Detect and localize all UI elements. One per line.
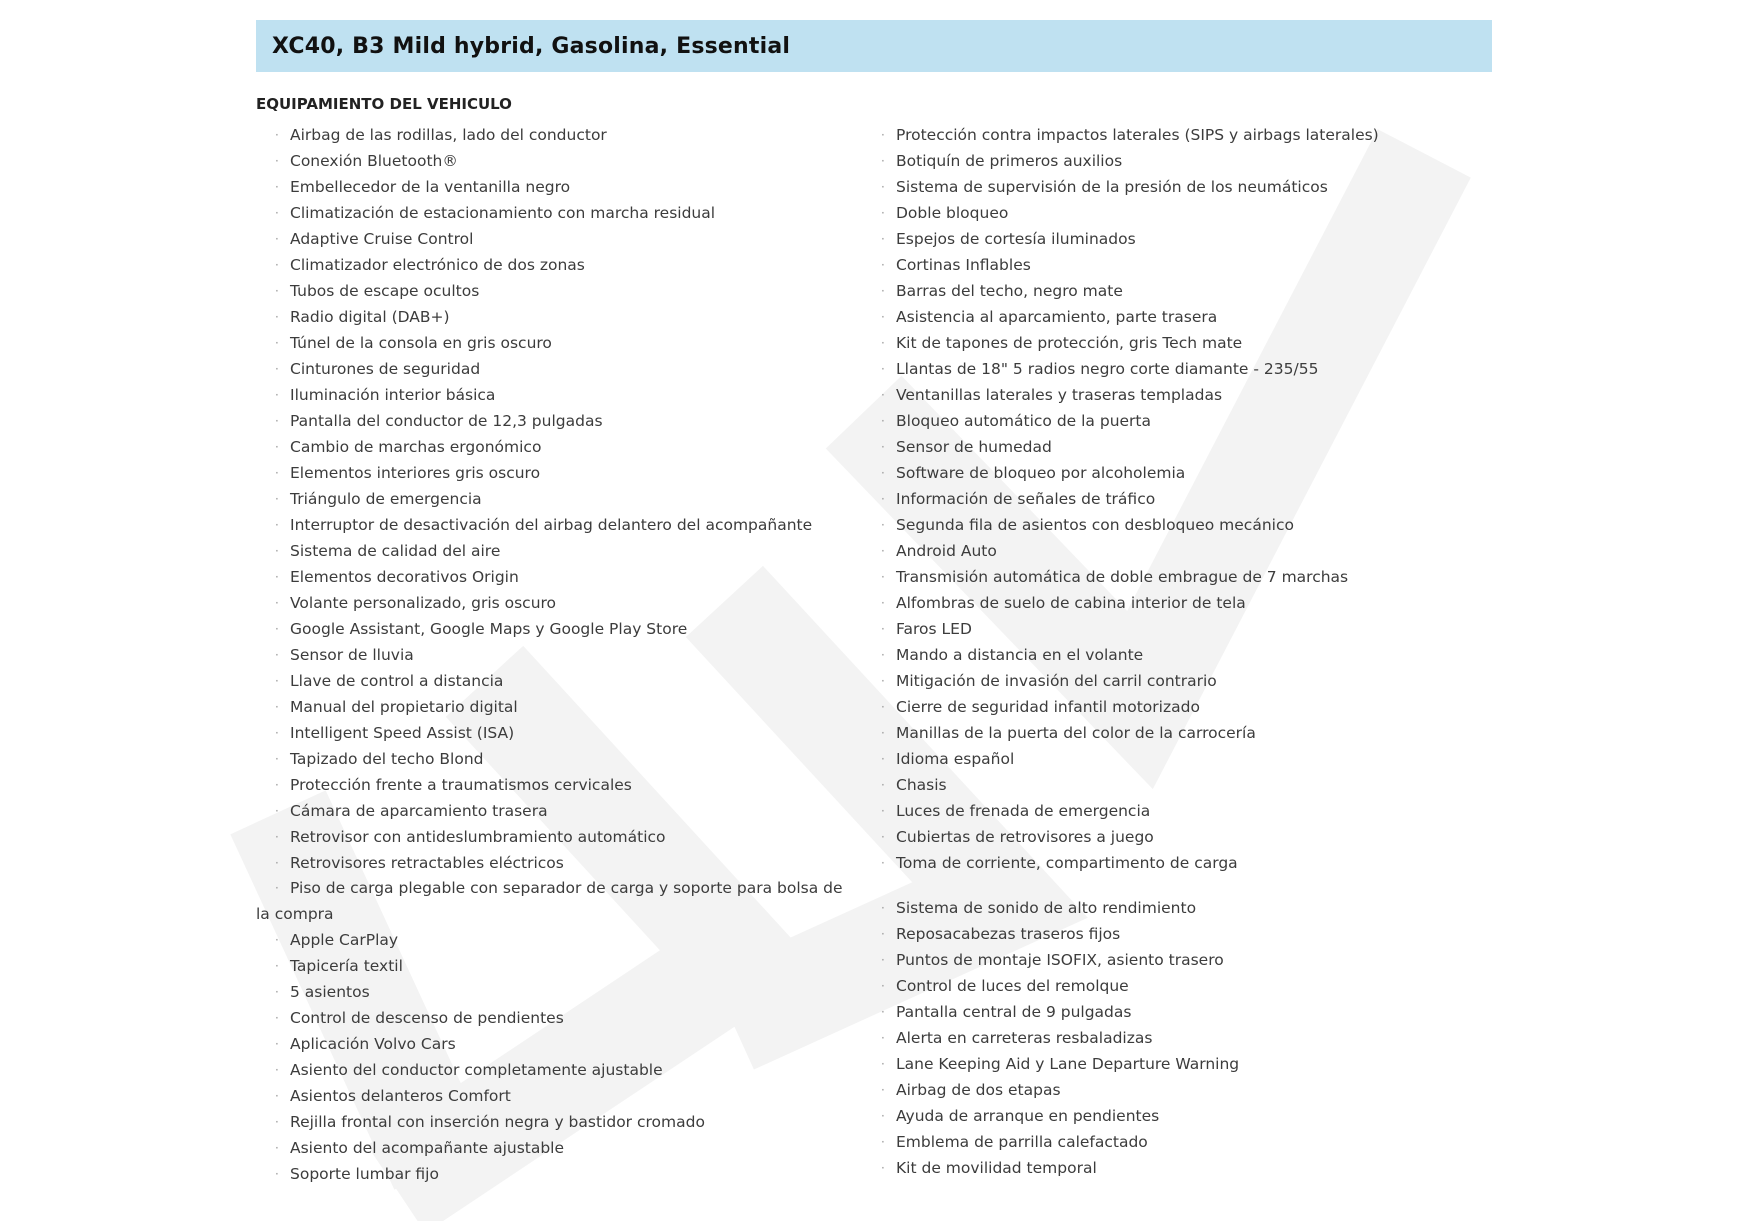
equipment-item (862, 1129, 1492, 1155)
bullet-dot-icon: · (881, 154, 885, 168)
equipment-item (256, 1135, 856, 1161)
equipment-item-label: Control de descenso de pendientes (290, 1009, 564, 1027)
equipment-item-label: Android Auto (896, 542, 997, 560)
equipment-item-label: Triángulo de emergencia (290, 490, 482, 508)
equipment-item-label: Control de luces del remolque (896, 977, 1129, 995)
bullet-dot-icon: · (275, 1011, 279, 1025)
equipment-item (256, 174, 856, 200)
bullet-dot-icon: · (275, 1141, 279, 1155)
bullet-dot-icon: · (275, 336, 279, 350)
bullet-dot-icon: · (881, 830, 885, 844)
equipment-item (256, 1161, 856, 1187)
equipment-item-label: Llantas de 18" 5 radios negro corte diamante - 235/55 (896, 360, 1319, 378)
bullet-dot-icon: · (275, 1089, 279, 1103)
equipment-item (256, 148, 856, 174)
equipment-item-label: Asiento del conductor completamente ajustable (290, 1061, 663, 1079)
equipment-item (862, 746, 1492, 772)
bullet-dot-icon: · (881, 1031, 885, 1045)
equipment-item (862, 434, 1492, 460)
bullet-dot-icon: · (881, 310, 885, 324)
equipment-item (862, 876, 1492, 895)
equipment-item (256, 772, 856, 798)
equipment-item (256, 668, 856, 694)
equipment-item-label: Tapizado del techo Blond (290, 750, 484, 768)
bullet-dot-icon: · (881, 726, 885, 740)
bullet-dot-icon: · (881, 336, 885, 350)
equipment-item-label: Alfombras de suelo de cabina interior de tela (896, 594, 1246, 612)
equipment-item-label: Cierre de seguridad infantil motorizado (896, 698, 1200, 716)
bullet-dot-icon: · (275, 232, 279, 246)
bullet-dot-icon: · (275, 440, 279, 454)
equipment-item (862, 616, 1492, 642)
equipment-item (862, 947, 1492, 973)
equipment-item (256, 304, 856, 330)
equipment-item (256, 824, 856, 850)
equipment-item (862, 122, 1492, 148)
equipment-item (862, 408, 1492, 434)
bullet-dot-icon: · (275, 258, 279, 272)
bullet-dot-icon: · (275, 674, 279, 688)
equipment-item (862, 895, 1492, 921)
bullet-dot-icon: · (275, 596, 279, 610)
equipment-item-label: Cámara de aparcamiento trasera (290, 802, 548, 820)
bullet-dot-icon: · (881, 284, 885, 298)
equipment-item (862, 330, 1492, 356)
equipment-item (256, 460, 856, 486)
equipment-item (862, 999, 1492, 1025)
bullet-dot-icon: · (275, 128, 279, 142)
bullet-dot-icon: · (275, 648, 279, 662)
equipment-item-label: Airbag de las rodillas, lado del conductor (290, 126, 607, 144)
equipment-item (862, 356, 1492, 382)
equipment-item (862, 973, 1492, 999)
equipment-item (256, 616, 856, 642)
equipment-item-label: Asiento del acompañante ajustable (290, 1139, 565, 1157)
equipment-item-label: Elementos decorativos Origin (290, 568, 519, 586)
section-title: EQUIPAMIENTO DEL VEHICULO (256, 95, 512, 113)
bullet-dot-icon: · (881, 596, 885, 610)
equipment-item-label: Retrovisor con antideslumbramiento automático (290, 828, 666, 846)
equipment-item-label: Elementos interiores gris oscuro (290, 464, 541, 482)
equipment-item-label: Conexión Bluetooth® (290, 152, 458, 170)
equipment-item (256, 590, 856, 616)
equipment-item (862, 304, 1492, 330)
bullet-dot-icon: · (881, 648, 885, 662)
equipment-item-label: Bloqueo automático de la puerta (896, 412, 1152, 430)
bullet-dot-icon: · (275, 466, 279, 480)
equipment-item (862, 668, 1492, 694)
equipment-item (862, 278, 1492, 304)
equipment-item (862, 252, 1492, 278)
equipment-list-right (862, 122, 1492, 1181)
equipment-item (862, 1103, 1492, 1129)
equipment-item (256, 798, 856, 824)
bullet-dot-icon: · (275, 1037, 279, 1051)
bullet-dot-icon: · (275, 881, 279, 895)
equipment-item-label: Cubiertas de retrovisores a juego (896, 828, 1154, 846)
page-title: XC40, B3 Mild hybrid, Gasolina, Essential (272, 33, 791, 59)
equipment-item-label: Segunda fila de asientos con desbloqueo mecánico (896, 516, 1294, 534)
equipment-item (256, 979, 856, 1005)
bullet-dot-icon: · (275, 492, 279, 506)
equipment-item (256, 434, 856, 460)
equipment-item-label: Ayuda de arranque en pendientes (896, 1107, 1160, 1125)
bullet-dot-icon: · (275, 310, 279, 324)
equipment-item (256, 876, 856, 927)
equipment-item (256, 512, 856, 538)
equipment-item-label: Manual del propietario digital (290, 698, 518, 716)
bullet-dot-icon: · (275, 804, 279, 818)
equipment-item-label: Toma de corriente, compartimento de carga (896, 854, 1238, 872)
equipment-item-label: Mitigación de invasión del carril contrario (896, 672, 1217, 690)
equipment-item-label: Sistema de sonido de alto rendimiento (896, 899, 1197, 917)
equipment-item (862, 486, 1492, 512)
equipment-item-label: Tubos de escape ocultos (290, 282, 480, 300)
bullet-dot-icon: · (881, 778, 885, 792)
equipment-item (862, 538, 1492, 564)
bullet-dot-icon: · (881, 518, 885, 532)
equipment-item (862, 921, 1492, 947)
bullet-dot-icon: · (881, 570, 885, 584)
bullet-dot-icon: · (881, 953, 885, 967)
equipment-item-label: Protección frente a traumatismos cervicales (290, 776, 632, 794)
equipment-item-label: Kit de movilidad temporal (896, 1159, 1097, 1177)
equipment-item-label: Idioma español (896, 750, 1015, 768)
equipment-item-label: Emblema de parrilla calefactado (896, 1133, 1148, 1151)
equipment-item-label: Manillas de la puerta del color de la carrocería (896, 724, 1256, 742)
equipment-item (256, 330, 856, 356)
bullet-dot-icon: · (881, 1005, 885, 1019)
equipment-item (256, 1083, 856, 1109)
bullet-dot-icon: · (881, 206, 885, 220)
bullet-dot-icon: · (881, 362, 885, 376)
equipment-item-label: Intelligent Speed Assist (ISA) (290, 724, 515, 742)
bullet-dot-icon: · (881, 180, 885, 194)
bullet-dot-icon: · (275, 154, 279, 168)
spec-sheet (256, 20, 1492, 1183)
bullet-dot-icon: · (881, 1083, 885, 1097)
bullet-dot-icon: · (881, 1135, 885, 1149)
equipment-item-label: Rejilla frontal con inserción negra y bastidor cromado (290, 1113, 705, 1131)
equipment-item-label: Cinturones de seguridad (290, 360, 481, 378)
equipment-item-label: Sistema de supervisión de la presión de los neumáticos (896, 178, 1328, 196)
bullet-dot-icon: · (881, 927, 885, 941)
equipment-item-label: Alerta en carreteras resbaladizas (896, 1029, 1153, 1047)
equipment-item-label: Ventanillas laterales y traseras templadas (896, 386, 1223, 404)
equipment-item (256, 278, 856, 304)
bullet-dot-icon: · (881, 466, 885, 480)
equipment-item (862, 1051, 1492, 1077)
equipment-item-label: Reposacabezas traseros fijos (896, 925, 1121, 943)
equipment-item (862, 850, 1492, 876)
equipment-item-label: Asistencia al aparcamiento, parte trasera (896, 308, 1218, 326)
bullet-dot-icon: · (881, 232, 885, 246)
equipment-item (256, 252, 856, 278)
equipment-item (256, 122, 856, 148)
equipment-item (862, 460, 1492, 486)
equipment-item-label: Asientos delanteros Comfort (290, 1087, 511, 1105)
equipment-item-label: Volante personalizado, gris oscuro (290, 594, 557, 612)
header-bar (256, 20, 1492, 72)
bullet-dot-icon: · (881, 901, 885, 915)
equipment-item-label: Cambio de marchas ergonómico (290, 438, 542, 456)
equipment-item (256, 1057, 856, 1083)
equipment-item-label: Embellecedor de la ventanilla negro (290, 178, 571, 196)
equipment-item (256, 1109, 856, 1135)
equipment-item-label: Airbag de dos etapas (896, 1081, 1061, 1099)
equipment-item (862, 200, 1492, 226)
equipment-item-label: Software de bloqueo por alcoholemia (896, 464, 1186, 482)
equipment-item-label: Cortinas Inflables (896, 256, 1031, 274)
bullet-dot-icon: · (881, 856, 885, 870)
equipment-item (256, 382, 856, 408)
equipment-item-label: Información de señales de tráfico (896, 490, 1156, 508)
bullet-dot-icon: · (881, 804, 885, 818)
bullet-dot-icon: · (881, 388, 885, 402)
equipment-item-label: Protección contra impactos laterales (SIPS y airbags laterales) (896, 126, 1379, 144)
equipment-item-label: Lane Keeping Aid y Lane Departure Warning (896, 1055, 1240, 1073)
equipment-item (256, 746, 856, 772)
equipment-item (862, 1025, 1492, 1051)
bullet-dot-icon: · (881, 1109, 885, 1123)
bullet-dot-icon: · (275, 985, 279, 999)
equipment-item (256, 356, 856, 382)
equipment-item (862, 720, 1492, 746)
bullet-dot-icon: · (881, 440, 885, 454)
equipment-item (862, 694, 1492, 720)
equipment-item (862, 590, 1492, 616)
bullet-dot-icon: · (275, 1167, 279, 1181)
bullet-dot-icon: · (275, 544, 279, 558)
equipment-list-left (256, 122, 856, 1187)
equipment-item (862, 1155, 1492, 1181)
bullet-dot-icon: · (275, 414, 279, 428)
equipment-item-label: Túnel de la consola en gris oscuro (290, 334, 552, 352)
equipment-item-label: Aplicación Volvo Cars (290, 1035, 456, 1053)
bullet-dot-icon: · (275, 700, 279, 714)
bullet-dot-icon: · (275, 830, 279, 844)
equipment-item (256, 538, 856, 564)
equipment-item (256, 1031, 856, 1057)
equipment-item-label: Luces de frenada de emergencia (896, 802, 1151, 820)
equipment-item-label: Interruptor de desactivación del airbag delantero del acompañante (290, 516, 813, 534)
bullet-dot-icon: · (275, 206, 279, 220)
equipment-item (256, 408, 856, 434)
bullet-dot-icon: · (275, 1063, 279, 1077)
equipment-item (256, 486, 856, 512)
equipment-item-label: Iluminación interior básica (290, 386, 496, 404)
equipment-item-label: Adaptive Cruise Control (290, 230, 474, 248)
equipment-item-label: Pantalla del conductor de 12,3 pulgadas (290, 412, 603, 430)
equipment-item-label: Espejos de cortesía iluminados (896, 230, 1136, 248)
bullet-dot-icon: · (881, 414, 885, 428)
bullet-dot-icon: · (881, 622, 885, 636)
bullet-dot-icon: · (881, 1161, 885, 1175)
bullet-dot-icon: · (881, 128, 885, 142)
equipment-item (256, 953, 856, 979)
bullet-dot-icon: · (275, 933, 279, 947)
bullet-dot-icon: · (881, 979, 885, 993)
equipment-item-label: Piso de carga plegable con separador de carga y soporte para bolsa de la compra (256, 879, 843, 923)
equipment-item-label: Mando a distancia en el volante (896, 646, 1144, 664)
equipment-item (862, 226, 1492, 252)
bullet-dot-icon: · (275, 180, 279, 194)
bullet-dot-icon: · (275, 726, 279, 740)
bullet-dot-icon: · (275, 856, 279, 870)
equipment-item-label: Botiquín de primeros auxilios (896, 152, 1123, 170)
bullet-dot-icon: · (275, 622, 279, 636)
bullet-dot-icon: · (881, 492, 885, 506)
bullet-dot-icon: · (881, 544, 885, 558)
equipment-item (256, 642, 856, 668)
equipment-item-label: Doble bloqueo (896, 204, 1009, 222)
bullet-dot-icon: · (275, 778, 279, 792)
equipment-item-label: Llave de control a distancia (290, 672, 504, 690)
equipment-item-label: Sensor de humedad (896, 438, 1052, 456)
equipment-item (862, 148, 1492, 174)
equipment-item (862, 824, 1492, 850)
equipment-item-label: Kit de tapones de protección, gris Tech mate (896, 334, 1243, 352)
equipment-item-label: Sistema de calidad del aire (290, 542, 501, 560)
bullet-dot-icon: · (275, 518, 279, 532)
equipment-item (862, 564, 1492, 590)
bullet-dot-icon: · (881, 258, 885, 272)
equipment-item (256, 1005, 856, 1031)
equipment-item-label: Tapicería textil (290, 957, 403, 975)
equipment-item-label: Chasis (896, 776, 947, 794)
equipment-item (256, 720, 856, 746)
equipment-item-label: Transmisión automática de doble embrague de 7 marchas (896, 568, 1349, 586)
bullet-dot-icon: · (275, 752, 279, 766)
equipment-item (862, 512, 1492, 538)
bullet-dot-icon: · (881, 700, 885, 714)
equipment-item-label: Sensor de lluvia (290, 646, 414, 664)
bullet-dot-icon: · (275, 959, 279, 973)
equipment-item-label: Radio digital (DAB+) (290, 308, 450, 326)
equipment-item-label: Pantalla central de 9 pulgadas (896, 1003, 1132, 1021)
equipment-item (862, 1077, 1492, 1103)
equipment-item (256, 850, 856, 876)
equipment-item (256, 927, 856, 953)
bullet-dot-icon: · (275, 570, 279, 584)
bullet-dot-icon: · (275, 362, 279, 376)
bullet-dot-icon: · (275, 1115, 279, 1129)
equipment-item-label: Climatización de estacionamiento con marcha residual (290, 204, 716, 222)
bullet-dot-icon: · (881, 1057, 885, 1071)
bullet-dot-icon: · (881, 674, 885, 688)
equipment-item-label: Puntos de montaje ISOFIX, asiento trasero (896, 951, 1224, 969)
equipment-item-label: Apple CarPlay (290, 931, 399, 949)
equipment-item (862, 174, 1492, 200)
equipment-item (862, 382, 1492, 408)
equipment-item (256, 200, 856, 226)
equipment-item (862, 772, 1492, 798)
equipment-item-label: 5 asientos (290, 983, 370, 1001)
equipment-item-label: Google Assistant, Google Maps y Google Play Store (290, 620, 688, 638)
equipment-item-label: Retrovisores retractables eléctricos (290, 854, 564, 872)
bullet-dot-icon: · (275, 388, 279, 402)
equipment-item (862, 798, 1492, 824)
bullet-dot-icon: · (881, 752, 885, 766)
equipment-item-label: Barras del techo, negro mate (896, 282, 1123, 300)
equipment-item (862, 642, 1492, 668)
bullet-dot-icon: · (275, 284, 279, 298)
equipment-item-label: Climatizador electrónico de dos zonas (290, 256, 585, 274)
equipment-item-label: Faros LED (896, 620, 972, 638)
equipment-item (256, 694, 856, 720)
equipment-item-label: Soporte lumbar fijo (290, 1165, 439, 1183)
equipment-item (256, 564, 856, 590)
equipment-item (256, 226, 856, 252)
